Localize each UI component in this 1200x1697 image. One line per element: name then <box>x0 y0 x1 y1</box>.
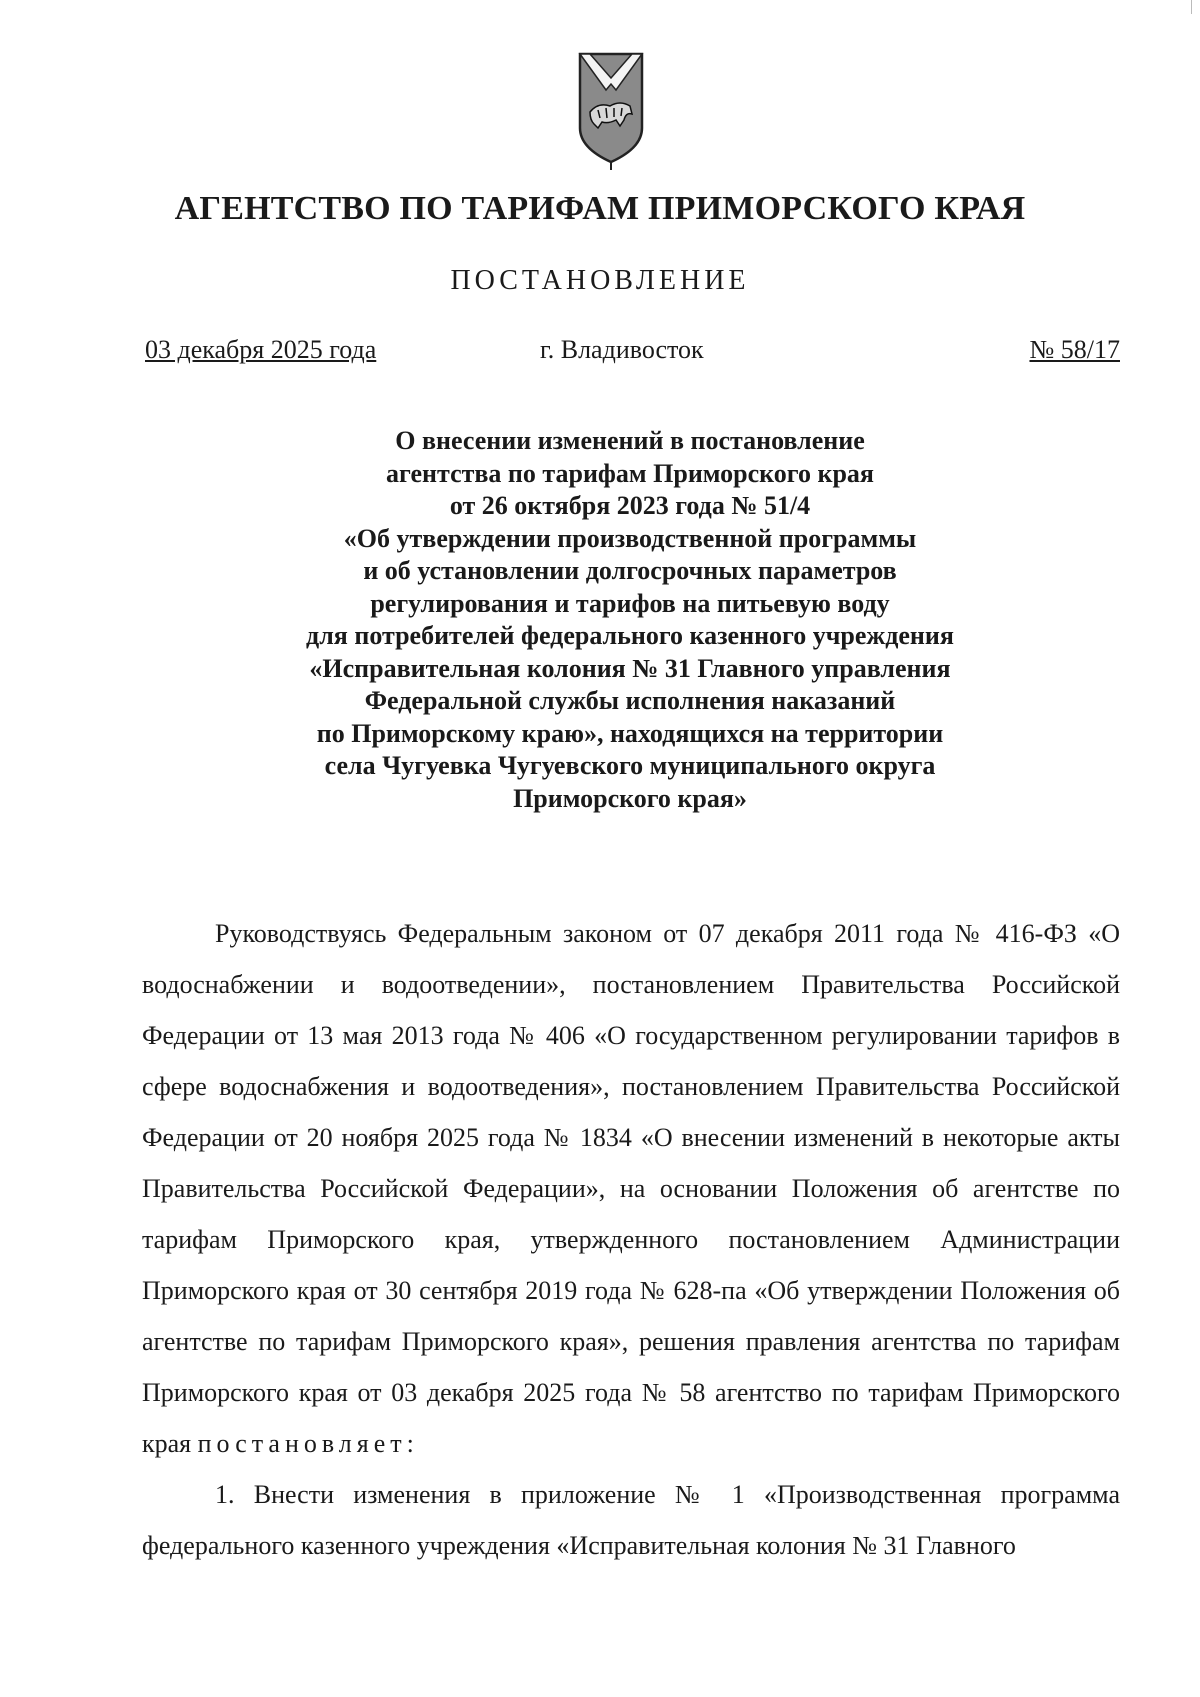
title-line: для потребителей федерального казенного учреждения <box>306 621 954 650</box>
decree-word: постановляет: <box>197 1429 419 1458</box>
scan-edge-mark <box>1191 0 1200 14</box>
document-type: ПОСТАНОВЛЕНИЕ <box>450 265 750 296</box>
document-city: г. Владивосток <box>540 335 704 364</box>
agency-name: АГЕНТСТВО ПО ТАРИФАМ ПРИМОРСКОГО КРАЯ <box>174 190 1026 227</box>
preamble-paragraph <box>142 908 1120 1469</box>
document-number: № 58/17 <box>1029 335 1120 364</box>
title-line: и об установлении долгосрочных параметров <box>363 556 897 585</box>
title-line: «Исправительная колония № 31 Главного управления <box>309 653 951 683</box>
title-line: по Приморскому краю», находящихся на территории <box>316 718 944 748</box>
title-line: регулирования и тарифов на питьевую воду <box>370 588 890 618</box>
title-line: села Чугуевка Чугуевского муниципального округа <box>324 751 936 780</box>
document-title <box>0 425 1200 815</box>
document-date: 03 декабря 2025 года <box>145 335 377 364</box>
title-line: «Об утверждении производственной программы <box>343 523 917 553</box>
title-line: Приморского края» <box>513 783 747 813</box>
title-line: от 26 октября 2023 года № 51/4 <box>449 491 811 520</box>
document-body <box>142 908 1120 1571</box>
primorsky-krai-coat-of-arms-icon <box>576 50 646 170</box>
title-line: О внесении изменений в постановление <box>395 426 865 455</box>
clause-1: 1. Внести изменения в приложение № 1 «Производственная программа федерального казенного учреждения «Исправительная колония № 31 Главного <box>142 1480 1120 1560</box>
title-line: Федеральной службы исполнения наказаний <box>364 686 896 715</box>
title-line: агентства по тарифам Приморского края <box>386 458 874 488</box>
preamble-text: Руководствуясь Федеральным законом от 07 декабря 2011 года № 416-ФЗ «О водоснабжении и водоотведении», постановлением Правительства Российской Федерации от 13 мая 2013 года № 406 «О государственном регулировании тарифов в сфере водоснабжения и водоотведения», постановлением Правительства Российской Федерации от 20 ноября 2025 года № 1834 «О внесении изменений в некоторые акты Правительства Российской Федерации», на основании Положения об агентстве по тарифам Приморского края, утвержденного постановлением Администрации Приморского края от 30 сентября 2019 года № 628-па «Об утверждении Положения об агентстве по тарифам Приморского края», решения правления агентства по тарифам Приморского края от 03 декабря 2025 года № 58 агентство по тарифам Приморского края <box>142 919 1120 1458</box>
